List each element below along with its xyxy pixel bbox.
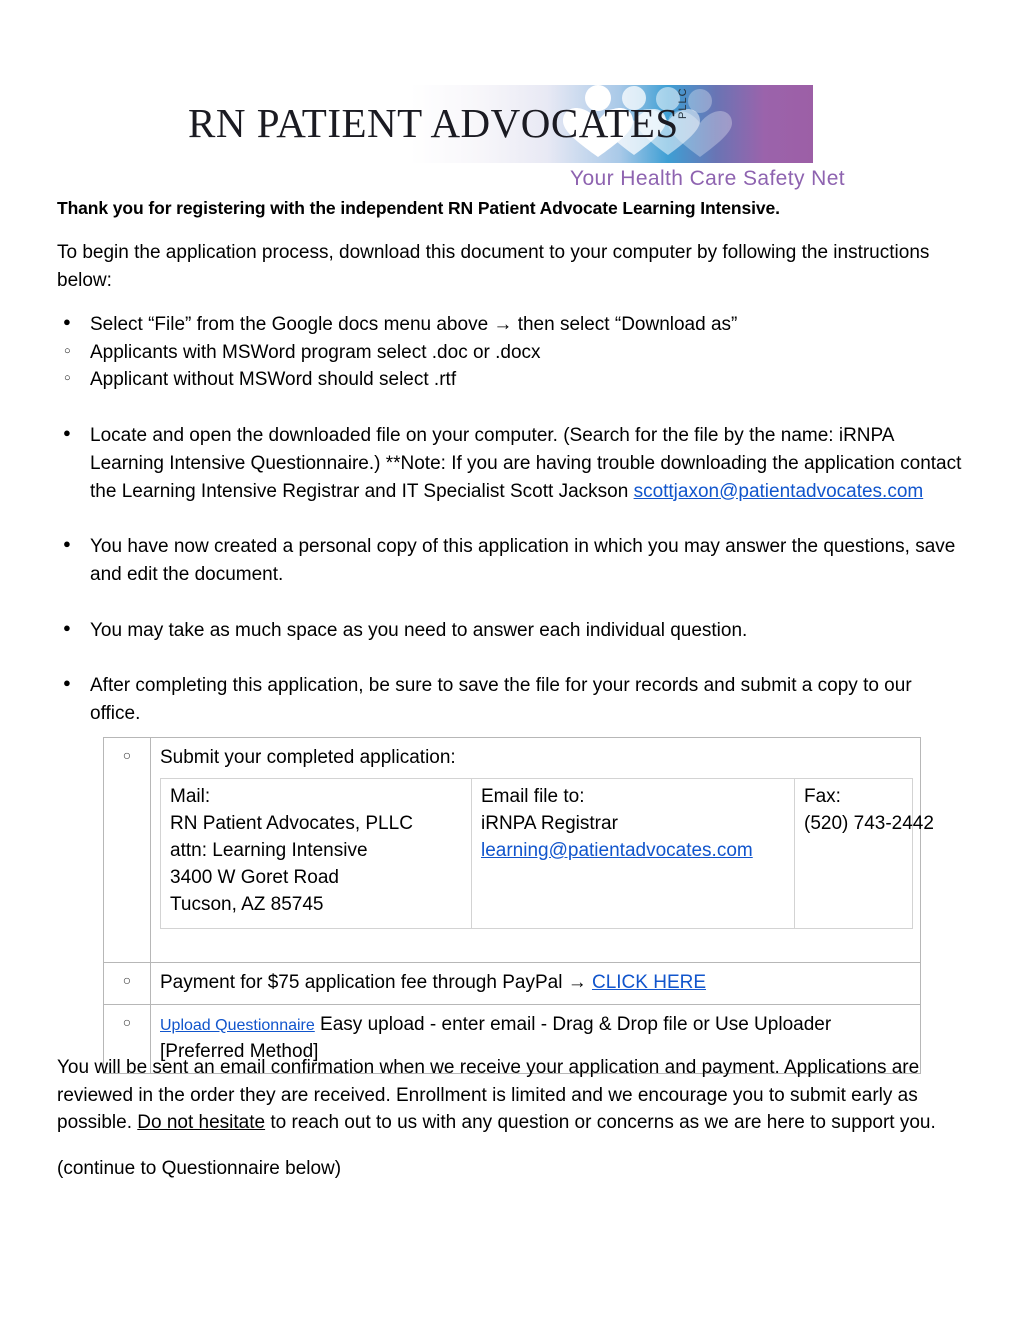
closing-paragraph bbox=[57, 1054, 967, 1137]
payment-label: Payment for $75 application fee through PayPal → bbox=[160, 971, 592, 993]
logo-tagline: Your Health Care Safety Net bbox=[570, 167, 846, 190]
email-header: Email file to: bbox=[481, 785, 585, 807]
continue-note: (continue to Questionnaire below) bbox=[57, 1158, 342, 1180]
table-row bbox=[161, 778, 913, 928]
list-item-label: Select “File” from the Google docs menu above → then select “Download as” bbox=[90, 313, 738, 335]
table-row bbox=[104, 738, 921, 963]
submit-cell bbox=[151, 738, 934, 963]
closing-part2: to reach out to us with any question or concerns as we are here to support you. bbox=[265, 1112, 936, 1134]
list-item bbox=[57, 311, 963, 339]
document-body bbox=[57, 196, 963, 728]
list-item bbox=[57, 672, 963, 727]
table-row bbox=[104, 962, 921, 1004]
checkbox-upload[interactable]: ○ bbox=[104, 1004, 151, 1073]
fax-header: Fax: bbox=[804, 785, 841, 807]
mail-line: attn: Learning Intensive bbox=[170, 839, 368, 861]
email-line: iRNPA Registrar bbox=[481, 812, 618, 834]
payment-cell bbox=[151, 962, 921, 1004]
logo-wordmark: RN PATIENT ADVOCATES bbox=[188, 100, 679, 146]
list-item bbox=[57, 617, 963, 645]
checkbox-payment[interactable]: ○ bbox=[104, 962, 151, 1004]
submit-title: Submit your completed application: bbox=[160, 747, 456, 768]
page-title: Thank you for registering with the independent RN Patient Advocate Learning Intensive. bbox=[57, 198, 780, 218]
company-logo bbox=[188, 85, 846, 193]
list-item-label: Locate and open the downloaded file on your computer. (Search for the file by the name: iRNPA Learning Intensive Questionnaire.) **Note: If you are having trouble downloading the application contact the Learning Intensive Registrar and IT Specialist Scott Jackson bbox=[90, 425, 962, 502]
instructions-list bbox=[57, 311, 963, 728]
scott-jackson-email-link[interactable]: scottjaxon@patientadvocates.com bbox=[633, 480, 924, 502]
upload-label: Easy upload - enter email - Drag & Drop file or Use Uploader [Preferred Method] bbox=[160, 1013, 832, 1062]
submit-cell-spacer bbox=[160, 929, 913, 955]
closing-emphasis: Do not hesitate bbox=[137, 1112, 266, 1134]
closing-section bbox=[57, 1054, 967, 1201]
list-item-label: You may take as much space as you need to answer each individual question. bbox=[90, 619, 748, 641]
fax-number: (520) 743-2442 bbox=[804, 812, 934, 834]
fax-column bbox=[795, 778, 934, 928]
mail-line: RN Patient Advocates, PLLC bbox=[170, 812, 413, 834]
list-item bbox=[57, 366, 963, 394]
intro-paragraph: To begin the application process, download this document to your computer by following the instructions below: bbox=[57, 242, 930, 292]
submit-application-table bbox=[103, 737, 934, 1074]
list-item-label: After completing this application, be sure to save the file for your records and submit a copy to our office. bbox=[90, 675, 912, 725]
list-item-label: Applicants with MSWord program select .doc or .docx bbox=[90, 341, 541, 363]
registrar-email-link[interactable]: learning@patientadvocates.com bbox=[481, 839, 753, 861]
mail-column bbox=[161, 778, 472, 928]
mail-line: 3400 W Goret Road bbox=[170, 866, 339, 888]
email-column-spacer bbox=[481, 865, 788, 891]
list-item bbox=[57, 422, 963, 505]
paypal-click-here-link[interactable]: CLICK HERE bbox=[591, 971, 707, 993]
list-item bbox=[57, 339, 963, 367]
list-item-label: You have now created a personal copy of this application in which you may answer the questions, save and edit the document. bbox=[90, 536, 956, 585]
closing-part1: You will be sent an email confirmation when we receive your application and payment. Applications are reviewed in the order they are received. Enrollment is limited and we encourage you to submit early as possible. bbox=[57, 1057, 920, 1134]
email-column bbox=[472, 778, 795, 928]
checkbox-submit[interactable]: ○ bbox=[104, 738, 151, 963]
list-item bbox=[57, 533, 963, 588]
list-item-label: Applicant without MSWord should select .rtf bbox=[90, 369, 457, 391]
mail-header: Mail: bbox=[170, 785, 211, 807]
upload-questionnaire-link[interactable]: Upload Questionnaire bbox=[160, 1016, 315, 1034]
logo-pllc-suffix: PLLC bbox=[677, 87, 689, 119]
mail-line: Tucson, AZ 85745 bbox=[170, 893, 324, 915]
